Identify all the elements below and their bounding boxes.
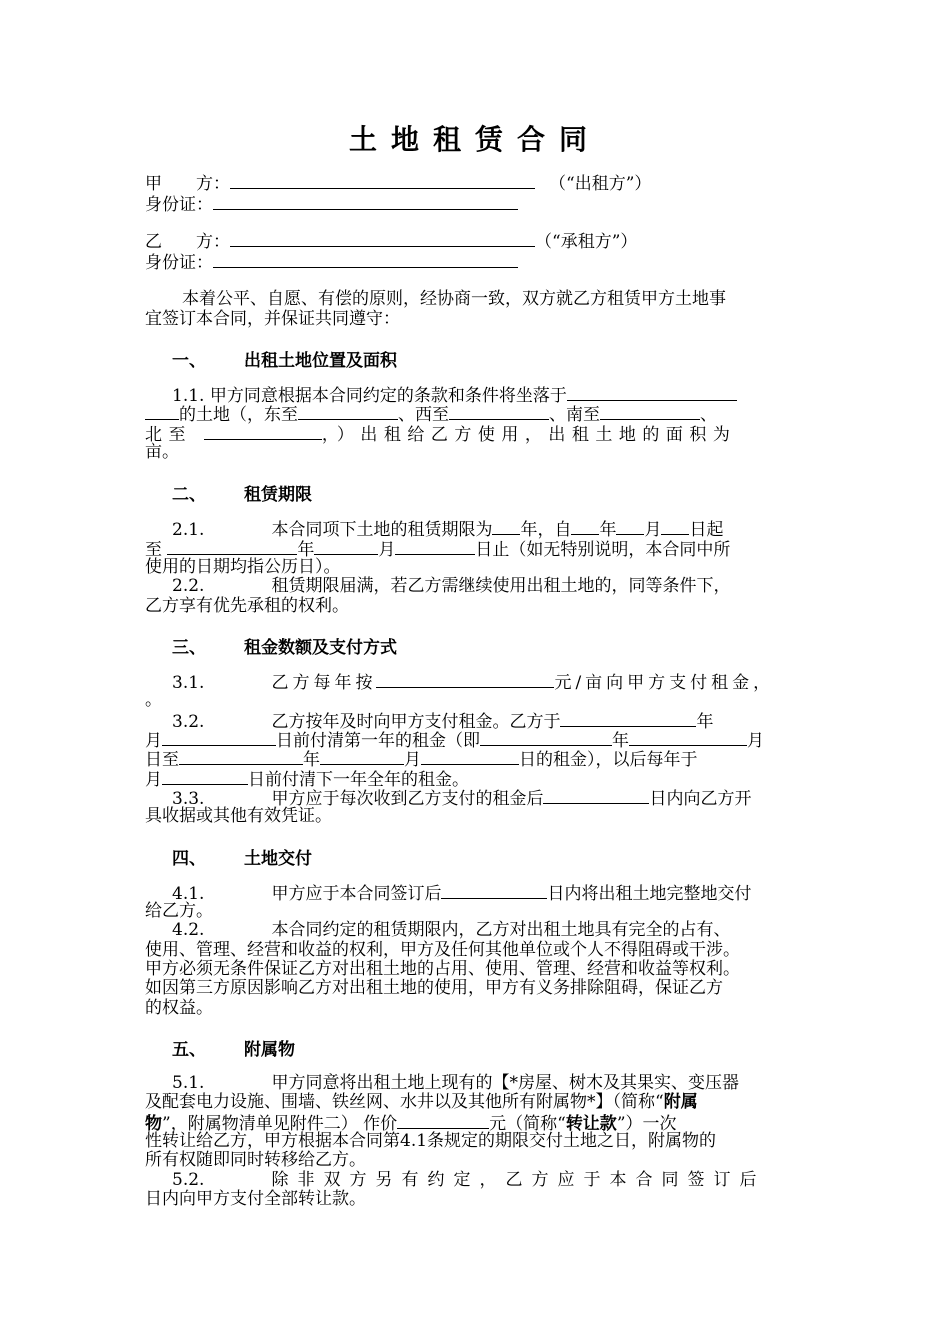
clause-2-1-line-3: 使用的日期均指公历日）。: [145, 557, 341, 577]
clause-3-1-text-b: 元/亩向甲方支付租金，: [554, 673, 775, 693]
south-boundary-field[interactable]: [600, 403, 700, 420]
clause-1-1-text-g: ，）出租给乙方使用，出租土地的面积为: [321, 425, 737, 445]
section-5-heading: [172, 1035, 295, 1060]
section-1-title: 出租土地位置及面积: [244, 351, 397, 371]
clause-2-2-line-1: [172, 576, 810, 596]
end-year-field[interactable]: [167, 538, 297, 555]
clause-1-1-line-2: [145, 403, 810, 425]
clause-3-3-number: 3.3.: [172, 789, 205, 809]
section-5-title: 附属物: [244, 1040, 295, 1060]
section-4-title: 土地交付: [244, 849, 312, 869]
rent-per-mu-field[interactable]: [376, 671, 554, 688]
party-b-label: 乙 方：: [145, 232, 230, 252]
price-field[interactable]: [397, 1112, 489, 1129]
clause-4-2-number: 4.2.: [172, 920, 205, 940]
clause-3-2-text-k: 月: [145, 770, 162, 790]
clause-2-1-text-b: 年，自: [520, 520, 572, 540]
clause-3-1-number: 3.1.: [172, 673, 205, 693]
clause-1-1-text-b: 的土地（，东至: [179, 405, 298, 425]
clause-5-2-number: 5.2.: [172, 1170, 205, 1190]
clause-2-1-text-i: 日止（如无特别说明，本合同中所: [475, 540, 731, 560]
section-2-number: 二、: [172, 485, 206, 505]
section-4-number: 四、: [172, 849, 206, 869]
clause-5-1-line-2: [145, 1092, 810, 1112]
party-a-id-line: [145, 193, 810, 215]
clause-4-2-line-2: 使用、管理、经营和收益的权利，甲方及任何其他单位或个人不得阻碍或干涉。: [145, 940, 740, 960]
clause-4-1-number: 4.1.: [172, 884, 205, 904]
clause-3-2-line-3: [145, 748, 810, 770]
page-title: 土地租赁合同: [348, 123, 601, 156]
clause-5-1-text-a: 甲方同意将出租土地上现有的【*房屋、树木及其果实、变压器: [271, 1073, 739, 1093]
location-field[interactable]: [567, 384, 737, 401]
clause-1-1-text-d: 、南至: [549, 405, 600, 425]
end-month-field[interactable]: [314, 538, 378, 555]
party-b-role: （“承租方”）: [535, 232, 638, 252]
clause-3-2-text-l: 日前付清下一年全年的租金。: [248, 770, 469, 790]
clause-3-2-text-d: 日前付清第一年的租金（即: [276, 731, 480, 751]
section-3-title: 租金数额及支付方式: [244, 638, 397, 658]
party-b-line: [145, 230, 810, 252]
clause-5-1-text-b: 及配套电力设施、围墙、铁丝网、水井以及其他所有附属物*】（简称“: [145, 1092, 664, 1112]
clause-2-1-text-f: 至: [145, 540, 162, 560]
clause-3-2-text-i: 月: [404, 750, 421, 770]
annual-pay-month-field[interactable]: [162, 768, 248, 785]
section-2-heading: [172, 480, 312, 505]
clause-4-1-text-b: 日内将出租土地完整地交付: [547, 884, 752, 904]
first-pay-month-field[interactable]: [162, 729, 276, 746]
clause-2-2-line-2: 乙方享有优先承租的权利。: [145, 596, 349, 616]
clause-3-2-number: 3.2.: [172, 712, 205, 732]
section-2-title: 租赁期限: [244, 485, 312, 505]
clause-2-1-text-g: 年: [297, 540, 315, 560]
delivery-days-field[interactable]: [441, 882, 547, 899]
clause-3-2-text-h: 年: [303, 750, 320, 770]
party-a-id-field[interactable]: [213, 193, 518, 210]
start-day-field[interactable]: [661, 518, 689, 535]
section-1-heading: [172, 346, 397, 371]
clause-5-1-bold-d: 转让款: [565, 1114, 617, 1134]
clause-3-2-text-j: 日的租金），以后每年于: [519, 750, 698, 770]
period-end-year-field[interactable]: [320, 748, 404, 765]
clause-1-1-text-f: 北至: [145, 425, 192, 445]
intro-line-1: 本着公平、自愿、有偿的原则，经协商一致，双方就乙方租赁甲方土地事: [182, 289, 726, 309]
clause-2-1-number: 2.1.: [172, 520, 205, 540]
clause-5-1-text-d: 元（简称“: [489, 1114, 566, 1134]
east-boundary-field[interactable]: [298, 403, 398, 420]
clause-4-2-line-4: 如因第三方原因影响乙方对出租土地的使用，甲方有义务排除阻碍，保证乙方: [145, 978, 723, 998]
clause-5-2-line-2: 日内向甲方支付全部转让款。: [145, 1189, 366, 1209]
clause-4-1-text-a: 甲方应于本合同签订后: [271, 884, 442, 904]
party-a-role: （“出租方”）: [549, 174, 652, 194]
party-a-name-field[interactable]: [230, 172, 535, 189]
clause-3-2-text-b: 年: [696, 712, 714, 732]
clause-2-1-text-a: 本合同项下土地的租赁期限为: [271, 520, 493, 540]
section-3-number: 三、: [172, 638, 206, 658]
term-years-field[interactable]: [492, 518, 520, 535]
clause-5-1-bold-b: 附属: [663, 1092, 698, 1112]
party-a-label: 甲 方：: [145, 174, 230, 194]
clause-2-1-text-c: 年: [599, 520, 617, 540]
first-pay-year-field[interactable]: [560, 710, 696, 727]
period-start-month-field[interactable]: [629, 729, 747, 746]
clause-5-2-line-1: [172, 1170, 810, 1190]
receipt-days-field[interactable]: [543, 787, 649, 804]
section-3-heading: [172, 633, 397, 658]
period-end-month-field[interactable]: [421, 748, 519, 765]
clause-3-1-text-a: 乙方每年按: [271, 673, 377, 693]
clause-1-1-line-4: 亩。: [145, 442, 179, 462]
clause-3-3-text-b: 日内向乙方开: [649, 789, 752, 809]
clause-5-1-line-5: 所有权随即同时转移给乙方。: [145, 1150, 366, 1170]
period-start-day-field[interactable]: [179, 748, 303, 765]
party-b-id-field[interactable]: [213, 251, 518, 268]
clause-3-2-text-g: 日至: [145, 750, 179, 770]
clause-4-1-line-2: 给乙方。: [145, 901, 213, 921]
clause-3-1-line-2: 。: [145, 690, 162, 710]
clause-2-1-text-h: 月: [378, 540, 396, 560]
clause-2-1-line-1: [172, 518, 810, 540]
party-b-id-label: 身份证：: [145, 253, 213, 273]
clause-2-1-text-d: 月: [644, 520, 662, 540]
clause-5-1-number: 5.1.: [172, 1073, 205, 1093]
clause-5-1-bold-c: 物: [145, 1114, 162, 1134]
clause-4-2-text-a: 本合同约定的租赁期限内，乙方对出租土地具有完全的占有、: [271, 920, 731, 940]
clause-5-1-line-4: 性转让给乙方，甲方根据本合同第4.1条规定的期限交付土地之日，附属物的: [145, 1131, 717, 1151]
clause-5-1-text-e: ”）一次: [616, 1114, 677, 1134]
north-boundary-field[interactable]: [204, 423, 322, 440]
party-a-line: [145, 172, 810, 194]
clause-5-1-line-1: [172, 1073, 810, 1093]
start-month-field[interactable]: [616, 518, 644, 535]
clause-2-1-text-e: 日起: [689, 520, 724, 540]
clause-4-2-line-1: [172, 920, 810, 940]
clause-4-2-line-5: 的权益。: [145, 998, 213, 1018]
clause-3-2-text-c: 月: [145, 731, 162, 751]
period-start-year-field[interactable]: [480, 729, 612, 746]
clause-5-2-text-a: 除非双方另有约定，乙方应于本合同签订后: [271, 1170, 766, 1190]
end-day-field[interactable]: [395, 538, 475, 555]
clause-3-2-text-e: 年: [612, 731, 629, 751]
clause-1-1-text-c: 、西至: [398, 405, 449, 425]
west-boundary-field[interactable]: [449, 403, 549, 420]
clause-3-2-text-a: 乙方按年及时向甲方支付租金。乙方于: [271, 712, 561, 732]
intro-line-2: 宜签订本合同，并保证共同遵守：: [145, 309, 400, 329]
clause-3-2-text-f: 月: [747, 731, 764, 751]
clause-2-2-text-a: 租赁期限届满，若乙方需继续使用出租土地的，同等条件下，: [271, 576, 731, 596]
clause-3-3-text-a: 甲方应于每次收到乙方支付的租金后: [271, 789, 544, 809]
party-b-id-line: [145, 251, 810, 273]
section-4-heading: [172, 844, 312, 869]
section-5-number: 五、: [172, 1040, 206, 1060]
party-a-id-label: 身份证：: [145, 195, 213, 215]
clause-3-3-line-2: 具收据或其他有效凭证。: [145, 806, 332, 826]
clause-2-2-number: 2.2.: [172, 576, 205, 596]
clause-5-1-text-c: ”，附属物清单见附件二） 作价: [162, 1114, 398, 1134]
clause-1-1-text-e: 、: [700, 405, 717, 425]
location-field-cont[interactable]: [145, 403, 179, 420]
party-b-name-field[interactable]: [230, 230, 535, 247]
clause-4-2-line-3: 甲方必须无条件保证乙方对出租土地的占用、使用、管理、经营和收益等权利。: [145, 959, 740, 979]
start-year-field[interactable]: [571, 518, 599, 535]
section-1-number: 一、: [172, 351, 206, 371]
clause-1-1-text-a: 1.1. 甲方同意根据本合同约定的条款和条件将坐落于: [172, 386, 567, 406]
